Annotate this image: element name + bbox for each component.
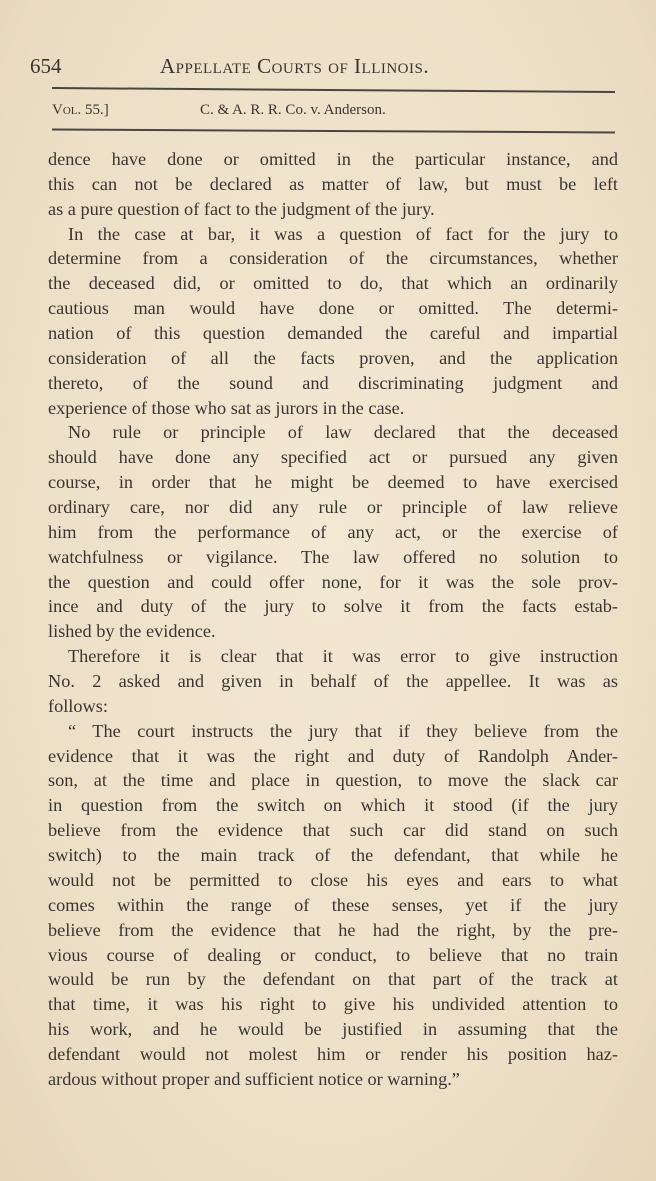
running-head [30,54,600,84]
text-line: dence have done or omitted in the particular instance, and [48,149,618,169]
header-rule-top [52,87,615,92]
header-rule-bottom [52,129,615,133]
text-line: would not be permitted to close his eyes and ears to what [48,869,618,890]
volume-label: Vol. 55.] [52,102,109,118]
text-line: son, at the time and place in question, to move the slack car [48,770,618,791]
text-line: thereto, of the sound and discriminating judgment and [48,372,618,393]
text-line: determine from a consideration of the circumstances, whether [48,248,618,269]
text-line: ardous without proper and sufficient notice or warning.” [48,1068,460,1089]
text-line: “ The court instructs the jury that if they believe from the [68,720,618,741]
text-line: the deceased did, or omitted to do, that which an ordinarily [48,273,618,294]
text-line: believe from the evidence that such car did stand on such [48,820,618,841]
text-line: consideration of all the facts proven, and the application [48,347,618,368]
text-line: evidence that it was the right and duty of Randolph Ander- [48,745,618,766]
text-line: should have done any specified act or pursued any given [48,447,618,468]
text-line: lished by the evidence. [48,621,216,642]
text-line: nation of this question demanded the careful and impartial [48,323,618,344]
page-title: Appellate Courts of Illinois. [160,54,430,78]
text-line: as a pure question of fact to the judgment of the jury. [48,198,435,219]
paragraph [48,420,618,644]
text-line: his work, and he would be justified in assuming that the [48,1019,618,1040]
text-line: defendant would not molest him or render his position haz- [48,1043,618,1064]
text-line: experience of those who sat as jurors in the case. [48,397,405,418]
text-line: watchfulness or vigilance. The law offered no solution to [48,546,618,567]
text-line: ince and duty of the jury to solve it from the facts estab- [48,596,618,617]
page-number: 654 [30,54,62,78]
text-line: No rule or principle of law declared that the deceased [68,422,618,443]
text-line: that time, it was his right to give his undivided attention to [48,994,618,1015]
text-line: would be run by the defendant on that part of the track at [48,969,618,990]
text-line: Therefore it is clear that it was error to give instruction [68,646,618,667]
paragraph [48,147,618,222]
text-line: in question from the switch on which it stood (if the jury [48,795,618,816]
text-line: believe from the evidence that he had the right, by the pre- [48,919,618,940]
text-line: course, in order that he might be deemed to have exercised [48,472,618,493]
paragraph [48,644,618,719]
body-text [48,147,618,1092]
text-line: No. 2 asked and given in behalf of the appellee. It was as [48,671,618,692]
text-line: vious course of dealing or conduct, to believe that no train [48,944,618,965]
paragraph [48,222,618,421]
text-line: him from the performance of any act, or the exercise of [48,521,618,542]
text-line: ordinary care, nor did any rule or principle of law relieve [48,497,618,518]
text-line: this can not be declared as matter of law, but must be left [48,173,618,194]
case-name: C. & A. R. R. Co. v. Anderson. [200,102,386,118]
text-line: In the case at bar, it was a question of fact for the jury to [68,223,618,244]
text-line: follows: [48,695,108,716]
text-line: cautious man would have done or omitted. The determi- [48,298,618,319]
paragraph [48,719,618,1092]
text-line: the question and could offer none, for it was the sole prov- [48,571,618,592]
text-line: switch) to the main track of the defendant, that while he [48,845,618,866]
text-line: comes within the range of these senses, yet if the jury [48,894,618,915]
